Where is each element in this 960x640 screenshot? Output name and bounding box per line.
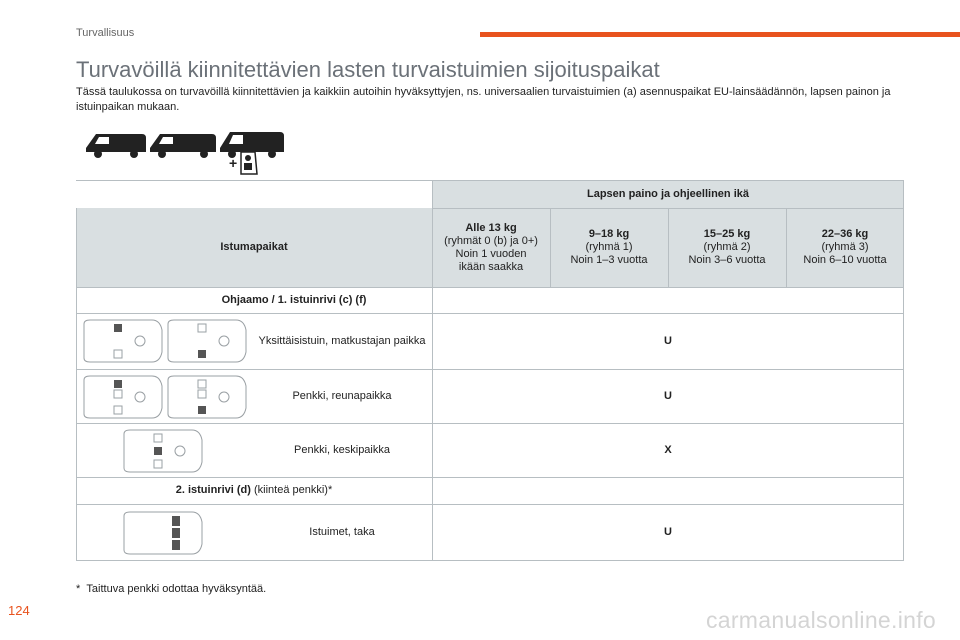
van-icon	[150, 134, 216, 158]
col-header-group2: 15–25 kg (ryhmä 2) Noin 3–6 vuotta	[668, 208, 786, 287]
accent-bar	[480, 32, 960, 37]
row-label-bench-middle: Penkki, keskipaikka	[294, 443, 390, 456]
watermark: carmanualsonline.info	[705, 607, 936, 633]
section-header: Turvallisuus	[76, 27, 135, 39]
col-header-group0: Alle 13 kg (ryhmät 0 (b) ja 0+) Noin 1 vuoden ikään saakka	[432, 208, 550, 287]
page-number: 124	[8, 603, 30, 618]
col-header-group1: 9–18 kg (ryhmä 1) Noin 1–3 vuotta	[550, 208, 668, 287]
child-seat-icon	[229, 150, 259, 176]
section-row-cabin: Ohjaamo / 1. istuinrivi (c) (f)	[221, 293, 367, 306]
row-value-rear: U	[664, 526, 672, 538]
col-header-group3: 22–36 kg (ryhmä 3) Noin 6–10 vuotta	[786, 208, 904, 287]
footnote: * Taittuva penkki odottaa hyväksyntää.	[76, 583, 267, 595]
weight-group-header: Lapsen paino ja ohjeellinen ikä	[432, 180, 904, 208]
seat-diagram-rear	[122, 510, 208, 556]
row-value-single: U	[664, 334, 672, 347]
seat-diagram-bench-middle	[122, 428, 208, 474]
section-row-second: 2. istuinrivi (d) (kiinteä penkki)*	[175, 484, 333, 496]
row-label-rear: Istuimet, taka	[309, 526, 375, 538]
seat-diagram-bench-outer	[80, 374, 250, 420]
van-icon	[86, 134, 146, 158]
seat-column-header: Istumapaikat	[76, 208, 432, 287]
row-label-bench-outer: Penkki, reunapaikka	[292, 389, 392, 402]
row-label-single: Yksittäisistuin, matkustajan paikka	[258, 334, 426, 347]
row-value-bench-middle: X	[664, 443, 672, 456]
seat-table	[76, 180, 904, 561]
seat-diagram-single	[80, 318, 250, 364]
intro-paragraph: Tässä taulukossa on turvavöillä kiinnitettävien ja kaikkiin autoihin hyväksyttyjen, ns. universaalien turvaistuimien (a) asennuspaikat EU-lainsäädännön, lapsen painon ja istuinpaikan mukaan.	[76, 86, 891, 113]
page-title: Turvavöillä kiinnitettävien lasten turvaistuimien sijoituspaikat	[76, 57, 660, 82]
row-value-bench-outer: U	[664, 389, 672, 402]
svg-text:+: +	[229, 155, 238, 171]
